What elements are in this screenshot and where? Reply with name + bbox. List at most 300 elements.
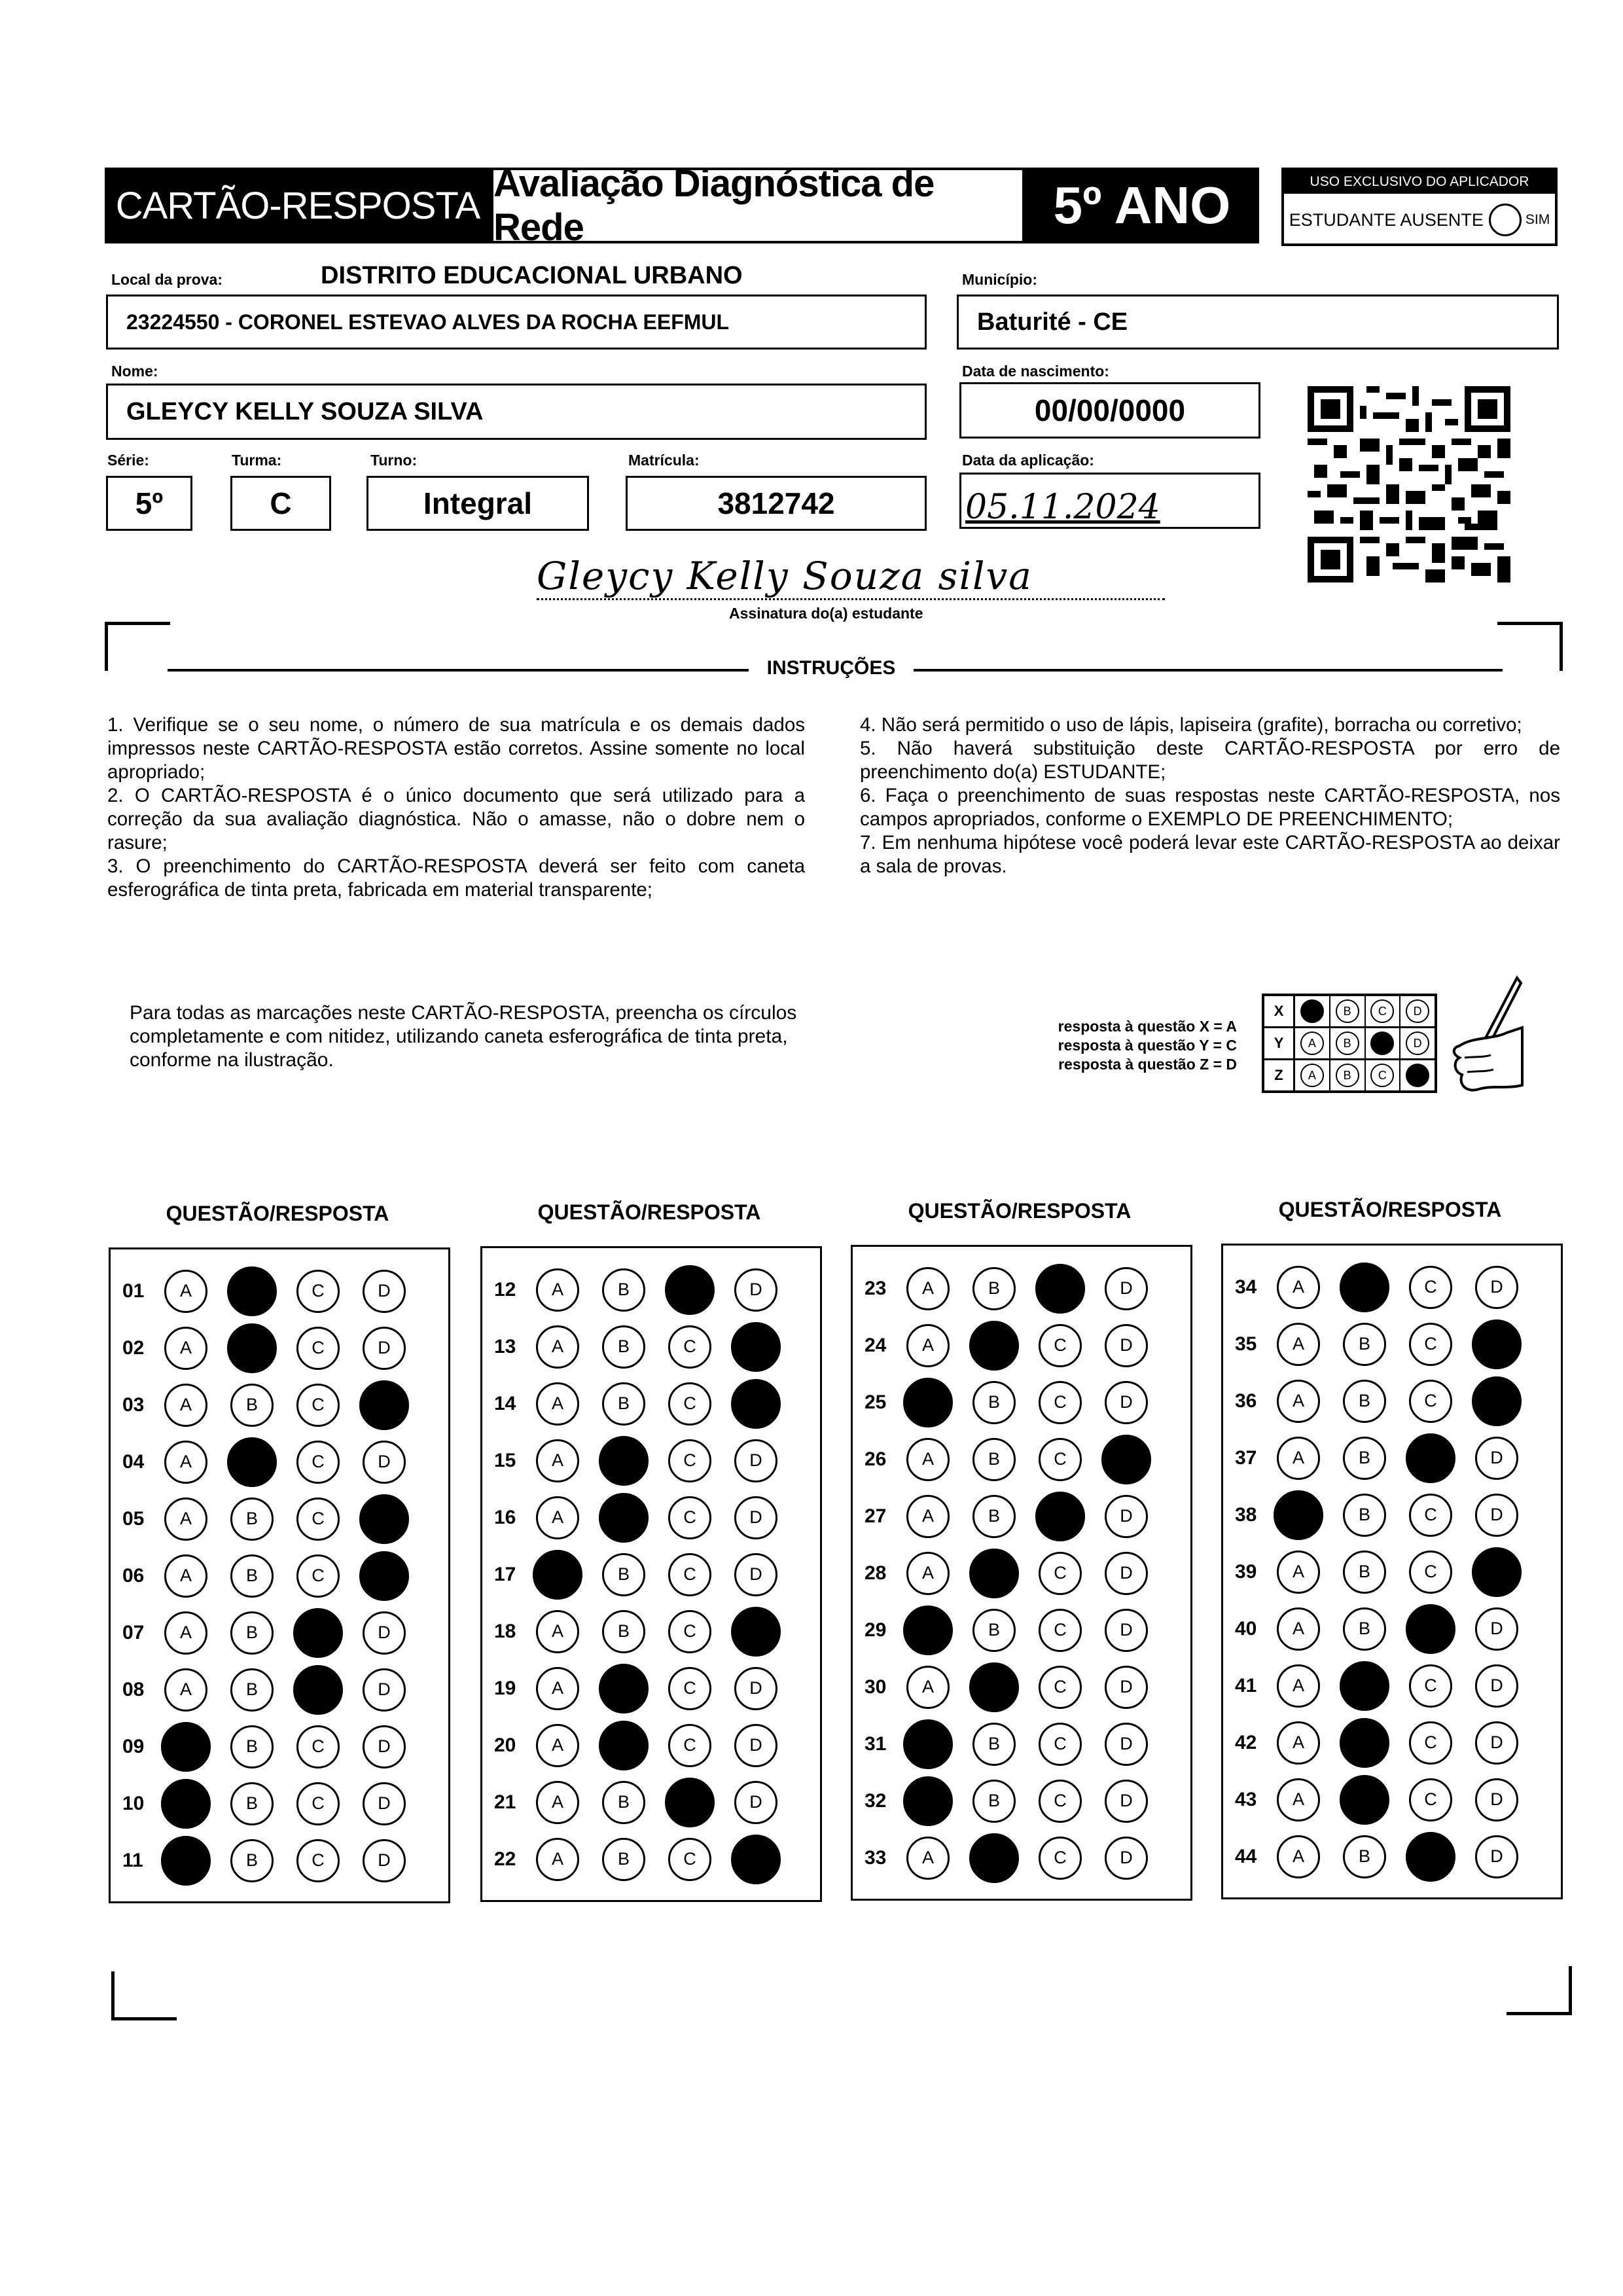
answer-bubble-b[interactable]: B <box>972 1780 1016 1823</box>
answer-bubble-d[interactable] <box>1472 1547 1522 1597</box>
card-title-banner <box>105 168 491 243</box>
answer-bubble-b[interactable]: B <box>1343 1494 1386 1537</box>
question-row <box>482 1432 820 1489</box>
answer-bubble-d[interactable]: D <box>1105 1666 1148 1709</box>
municipio-field <box>957 295 1559 350</box>
answer-bubble-c[interactable]: C <box>1409 1323 1452 1366</box>
answer-bubble-b[interactable] <box>227 1266 277 1316</box>
answer-bubble-a[interactable]: A <box>536 1781 579 1824</box>
answer-bubble-b[interactable] <box>227 1437 277 1487</box>
question-number: 42 <box>1235 1731 1257 1753</box>
answer-bubble-d[interactable]: D <box>1475 1835 1518 1878</box>
answer-bubble-b[interactable]: B <box>230 1498 274 1541</box>
answer-bubble-b[interactable]: B <box>1343 1835 1386 1878</box>
question-number: 44 <box>1235 1845 1257 1867</box>
answer-bubble-d[interactable] <box>731 1379 781 1429</box>
answer-bubble-c[interactable]: C <box>1039 1666 1082 1709</box>
answer-bubble-d[interactable] <box>359 1494 409 1544</box>
answer-bubble-a[interactable]: A <box>906 1267 950 1310</box>
answer-column-3 <box>851 1245 1192 1901</box>
answer-bubble-d[interactable] <box>359 1551 409 1601</box>
absent-yes-label: SIM <box>1525 212 1550 227</box>
answer-bubble-c[interactable]: C <box>296 1839 340 1882</box>
student-signature: Gleycy Kelly Souza silva <box>537 554 1165 600</box>
answer-bubble-c[interactable]: C <box>668 1724 711 1767</box>
answer-bubble-a[interactable]: A <box>536 1610 579 1653</box>
answer-bubble-c[interactable]: C <box>1039 1780 1082 1823</box>
answer-bubble-d[interactable]: D <box>363 1782 406 1825</box>
answer-bubble-b[interactable] <box>599 1664 649 1713</box>
question-row <box>482 1831 820 1888</box>
answer-bubble-a[interactable]: A <box>536 1667 579 1710</box>
question-row <box>482 1774 820 1831</box>
answer-bubble-a[interactable] <box>533 1550 582 1600</box>
answer-bubble-b[interactable]: B <box>230 1839 274 1882</box>
question-row <box>482 1717 820 1774</box>
question-row <box>853 1772 1190 1829</box>
answer-bubble-b[interactable]: B <box>602 1781 645 1824</box>
qr-code <box>1308 386 1510 583</box>
example-row <box>1264 1028 1435 1060</box>
question-row <box>1223 1600 1561 1657</box>
answer-bubble-a[interactable]: A <box>906 1552 950 1595</box>
answer-bubble-d[interactable]: D <box>1105 1552 1148 1595</box>
aplicacao-label: Data da aplicação: <box>962 452 1094 469</box>
answer-bubble-c[interactable]: C <box>1409 1380 1452 1423</box>
answer-bubble-c[interactable]: C <box>1039 1438 1082 1481</box>
answer-bubble-b[interactable]: B <box>602 1838 645 1881</box>
answer-bubble-d[interactable]: D <box>1475 1494 1518 1537</box>
question-row <box>853 1431 1190 1488</box>
answer-bubble-b[interactable]: B <box>230 1782 274 1825</box>
example-bubble-b: B <box>1336 1064 1359 1087</box>
question-number: 27 <box>865 1505 887 1527</box>
answer-bubble-d[interactable]: D <box>734 1268 777 1312</box>
applicator-box <box>1281 168 1558 246</box>
answer-bubble-a[interactable] <box>903 1605 953 1655</box>
answer-bubble-a[interactable]: A <box>164 1270 207 1313</box>
question-row <box>853 1829 1190 1886</box>
question-number: 17 <box>494 1563 516 1585</box>
answer-bubble-c[interactable]: C <box>1409 1721 1452 1765</box>
answer-bubble-d[interactable]: D <box>1105 1837 1148 1880</box>
pen-hand-icon <box>1433 974 1525 1105</box>
question-number: 43 <box>1235 1788 1257 1810</box>
question-number: 35 <box>1235 1333 1257 1355</box>
answer-bubble-b[interactable]: B <box>1343 1323 1386 1366</box>
question-row <box>853 1545 1190 1602</box>
answer-bubble-a[interactable] <box>161 1722 211 1772</box>
answer-bubble-a[interactable]: A <box>1277 1380 1320 1423</box>
question-number: 30 <box>865 1676 887 1698</box>
answer-bubble-b[interactable]: B <box>230 1554 274 1598</box>
aplicacao-value: 05.11.2024 <box>965 488 1160 527</box>
question-row <box>482 1375 820 1432</box>
question-number: 19 <box>494 1677 516 1699</box>
answer-bubble-b[interactable] <box>599 1721 649 1770</box>
turno-value: Integral <box>423 486 533 520</box>
question-row <box>111 1376 448 1433</box>
answer-bubble-b[interactable]: B <box>230 1668 274 1712</box>
answer-bubble-d[interactable]: D <box>363 1611 406 1655</box>
answer-bubble-b[interactable]: B <box>230 1384 274 1427</box>
answer-bubble-d[interactable] <box>1472 1376 1522 1426</box>
instruction-2: 2. O CARTÃO-RESPOSTA é o único documento que será utilizado para a correção da sua avaliação diagnóstica. Não o amasse, não o dobre nem o rasure; <box>107 785 805 853</box>
answer-bubble-d[interactable]: D <box>363 1668 406 1712</box>
answer-bubble-b[interactable]: B <box>602 1553 645 1596</box>
question-row <box>1223 1486 1561 1543</box>
answer-bubble-c[interactable]: C <box>296 1554 340 1598</box>
answer-bubble-d[interactable]: D <box>1475 1778 1518 1821</box>
answer-bubble-a[interactable] <box>903 1719 953 1769</box>
answer-bubble-c[interactable]: C <box>1409 1266 1452 1309</box>
answer-bubble-d[interactable]: D <box>734 1667 777 1710</box>
answer-bubble-a[interactable]: A <box>906 1495 950 1538</box>
question-number: 04 <box>122 1450 145 1473</box>
answer-bubble-d[interactable]: D <box>363 1270 406 1313</box>
corner-mark-bottom-left <box>111 1971 177 2020</box>
question-number: 38 <box>1235 1503 1257 1526</box>
answer-bubble-c[interactable]: C <box>668 1325 711 1369</box>
question-row <box>111 1319 448 1376</box>
absent-checkbox[interactable] <box>1489 204 1522 236</box>
answer-bubble-b[interactable]: B <box>602 1382 645 1426</box>
answer-bubble-a[interactable]: A <box>906 1324 950 1367</box>
answer-column-1 <box>109 1247 450 1903</box>
answer-bubble-c[interactable] <box>1406 1604 1455 1654</box>
answer-bubble-c[interactable]: C <box>296 1725 340 1768</box>
answer-bubble-a[interactable]: A <box>536 1325 579 1369</box>
answer-bubble-d[interactable]: D <box>363 1839 406 1882</box>
answer-bubble-d[interactable]: D <box>363 1441 406 1484</box>
answer-bubble-a[interactable]: A <box>1277 1664 1320 1708</box>
answer-bubble-c[interactable]: C <box>296 1498 340 1541</box>
serie-field <box>106 476 192 531</box>
serie-value: 5º <box>135 486 164 520</box>
answer-bubble-c[interactable]: C <box>1409 1664 1452 1708</box>
example-bubble-d: D <box>1406 1031 1429 1055</box>
answer-bubble-d[interactable]: D <box>363 1725 406 1768</box>
answer-bubble-d[interactable]: D <box>734 1553 777 1596</box>
legend-y: resposta à questão Y = C <box>1058 1037 1237 1054</box>
answer-bubble-d[interactable]: D <box>1105 1495 1148 1538</box>
example-bubble-a <box>1300 999 1324 1023</box>
answer-bubble-c[interactable]: C <box>1409 1551 1452 1594</box>
answer-bubble-c[interactable]: C <box>668 1553 711 1596</box>
answer-bubble-a[interactable]: A <box>906 1438 950 1481</box>
instructions-right <box>860 713 1560 878</box>
answer-bubble-b[interactable]: B <box>1343 1437 1386 1480</box>
example-bubble-c: C <box>1370 1064 1394 1087</box>
answer-bubble-b[interactable]: B <box>230 1725 274 1768</box>
applicator-only-label: USO EXCLUSIVO DO APLICADOR <box>1284 170 1555 194</box>
question-number: 28 <box>865 1562 887 1584</box>
grade-label: 5º ANO <box>1053 176 1231 234</box>
answer-bubble-c[interactable]: C <box>1039 1723 1082 1766</box>
answer-bubble-c[interactable] <box>293 1608 343 1658</box>
answer-bubble-d[interactable]: D <box>1475 1437 1518 1480</box>
answer-bubble-b[interactable] <box>1340 1775 1389 1825</box>
question-row <box>111 1775 448 1832</box>
exam-title-banner <box>491 162 1025 249</box>
answer-bubble-d[interactable]: D <box>734 1724 777 1767</box>
question-row <box>111 1661 448 1718</box>
grade-banner <box>1025 168 1259 243</box>
question-number: 15 <box>494 1449 516 1471</box>
question-number: 29 <box>865 1619 887 1641</box>
question-number: 39 <box>1235 1560 1257 1583</box>
marking-instruction: Para todas as marcações neste CARTÃO-RESPOSTA, preencha os círculos completamente e com nitidez, utilizando caneta esferográfica de tinta preta, conforme na ilustração. <box>130 1002 797 1071</box>
question-row <box>853 1488 1190 1545</box>
answer-bubble-a[interactable]: A <box>536 1496 579 1539</box>
answer-column-2 <box>480 1246 822 1902</box>
answer-bubble-a[interactable]: A <box>536 1724 579 1767</box>
answer-bubble-a[interactable] <box>903 1776 953 1826</box>
answer-bubble-a[interactable]: A <box>164 1554 207 1598</box>
question-number: 21 <box>494 1791 516 1813</box>
answer-bubble-b[interactable] <box>969 1321 1019 1371</box>
corner-mark-bottom-right <box>1507 1966 1572 2015</box>
answer-bubble-b[interactable] <box>1340 1718 1389 1768</box>
answer-bubble-d[interactable]: D <box>734 1439 777 1482</box>
answer-bubble-c[interactable]: C <box>296 1782 340 1825</box>
answer-bubble-d[interactable]: D <box>1105 1267 1148 1310</box>
matricula-label: Matrícula: <box>628 452 700 469</box>
instruction-1: 1. Verifique se o seu nome, o número de sua matrícula e os demais dados impressos neste CARTÃO-RESPOSTA estão corretos. Assine somente no local apropriado; <box>107 714 805 783</box>
answer-bubble-b[interactable]: B <box>972 1723 1016 1766</box>
answer-bubble-c[interactable]: C <box>1409 1494 1452 1537</box>
question-row <box>1223 1714 1561 1771</box>
answer-bubble-b[interactable]: B <box>972 1267 1016 1310</box>
answer-bubble-c[interactable]: C <box>668 1667 711 1710</box>
answer-bubble-d[interactable]: D <box>1475 1721 1518 1765</box>
answer-bubble-a[interactable]: A <box>1277 1607 1320 1651</box>
legend-x: resposta à questão X = A <box>1058 1018 1237 1035</box>
answer-bubble-d[interactable]: D <box>734 1781 777 1824</box>
question-row <box>1223 1316 1561 1372</box>
example-question-key: Y <box>1264 1028 1295 1058</box>
answer-bubble-a[interactable]: A <box>536 1382 579 1426</box>
question-number: 07 <box>122 1621 145 1643</box>
answer-bubble-c[interactable]: C <box>296 1327 340 1370</box>
answer-bubble-b[interactable] <box>969 1662 1019 1712</box>
local-label: Local da prova: <box>111 271 223 288</box>
question-row <box>1223 1828 1561 1885</box>
nome-value: GLEYCY KELLY SOUZA SILVA <box>126 397 484 425</box>
answer-bubble-c[interactable]: C <box>1039 1324 1082 1367</box>
question-row <box>1223 1543 1561 1600</box>
answer-bubble-d[interactable] <box>731 1607 781 1657</box>
question-number: 11 <box>122 1849 143 1871</box>
example-legend <box>969 1017 1237 1074</box>
example-bubble-b: B <box>1336 1031 1359 1055</box>
district-name: DISTRITO EDUCACIONAL URBANO <box>321 262 743 289</box>
question-number: 05 <box>122 1507 145 1530</box>
question-row <box>111 1604 448 1661</box>
answer-column-4 <box>1221 1244 1563 1899</box>
question-row <box>482 1603 820 1660</box>
answer-bubble-c[interactable]: C <box>296 1384 340 1427</box>
answer-bubble-b[interactable] <box>227 1323 277 1373</box>
nome-label: Nome: <box>111 363 158 380</box>
example-bubble-b: B <box>1336 999 1359 1023</box>
answer-bubble-b[interactable] <box>1340 1661 1389 1711</box>
answer-bubble-a[interactable]: A <box>1277 1437 1320 1480</box>
answer-bubble-d[interactable] <box>731 1835 781 1884</box>
answer-bubble-a[interactable]: A <box>536 1268 579 1312</box>
column-title: QUESTÃO/RESPOSTA <box>908 1199 1132 1223</box>
answer-bubble-b[interactable]: B <box>602 1325 645 1369</box>
answer-bubble-c[interactable]: C <box>668 1610 711 1653</box>
answer-bubble-d[interactable] <box>1472 1319 1522 1369</box>
matricula-field <box>626 476 927 531</box>
question-number: 18 <box>494 1620 516 1642</box>
municipio-label: Município: <box>962 271 1037 288</box>
answer-bubble-d[interactable]: D <box>1105 1780 1148 1823</box>
answer-bubble-d[interactable] <box>359 1380 409 1430</box>
answer-bubble-c[interactable]: C <box>668 1382 711 1426</box>
answer-bubble-c[interactable] <box>665 1265 715 1315</box>
answer-bubble-a[interactable] <box>903 1378 953 1427</box>
answer-bubble-d[interactable]: D <box>1105 1609 1148 1652</box>
answer-bubble-a[interactable]: A <box>1277 1721 1320 1765</box>
answer-bubble-a[interactable]: A <box>164 1668 207 1712</box>
answer-bubble-b[interactable] <box>599 1436 649 1486</box>
answer-bubble-b[interactable]: B <box>972 1438 1016 1481</box>
serie-label: Série: <box>107 452 149 469</box>
answer-bubble-c[interactable] <box>1035 1492 1085 1541</box>
question-row <box>1223 1429 1561 1486</box>
answer-bubble-b[interactable]: B <box>972 1381 1016 1424</box>
answer-bubble-a[interactable]: A <box>1277 1323 1320 1366</box>
answer-bubble-b[interactable]: B <box>230 1611 274 1655</box>
example-question-key: X <box>1264 996 1295 1026</box>
question-row <box>482 1318 820 1375</box>
answer-bubble-a[interactable]: A <box>1277 1778 1320 1821</box>
question-row <box>853 1715 1190 1772</box>
question-number: 16 <box>494 1506 516 1528</box>
answer-bubble-c[interactable]: C <box>296 1270 340 1313</box>
question-row <box>1223 1259 1561 1316</box>
instructions-title-wrap <box>0 657 1623 679</box>
answer-bubble-b[interactable]: B <box>1343 1607 1386 1651</box>
question-number: 26 <box>865 1448 887 1470</box>
nascimento-field <box>959 382 1260 439</box>
question-number: 32 <box>865 1789 887 1812</box>
question-number: 23 <box>865 1277 887 1299</box>
nascimento-value: 00/00/0000 <box>1034 393 1186 427</box>
answer-bubble-b[interactable]: B <box>602 1268 645 1312</box>
answer-bubble-c[interactable]: C <box>1039 1837 1082 1880</box>
answer-bubble-a[interactable]: A <box>164 1441 207 1484</box>
answer-bubble-d[interactable]: D <box>1105 1324 1148 1367</box>
answer-bubble-c[interactable]: C <box>1039 1609 1082 1652</box>
example-bubble-a: A <box>1300 1031 1324 1055</box>
answer-bubble-d[interactable]: D <box>1475 1266 1518 1309</box>
answer-bubble-d[interactable]: D <box>734 1496 777 1539</box>
instruction-5: 5. Não haverá substituição deste CARTÃO-RESPOSTA por erro de preenchimento do(a) ESTUDANTE; <box>860 738 1560 783</box>
nome-field <box>106 384 927 440</box>
answer-bubble-d[interactable]: D <box>1105 1381 1148 1424</box>
example-grid <box>1262 994 1437 1093</box>
answer-bubble-b[interactable]: B <box>972 1609 1016 1652</box>
question-number: 13 <box>494 1335 516 1357</box>
instruction-6: 6. Faça o preenchimento de suas respostas neste CARTÃO-RESPOSTA, nos campos apropriados, conforme o EXEMPLO DE PREENCHIMENTO; <box>860 785 1560 830</box>
answer-bubble-d[interactable] <box>731 1322 781 1372</box>
answer-bubble-c[interactable]: C <box>1039 1552 1082 1595</box>
answer-bubble-a[interactable]: A <box>164 1498 207 1541</box>
column-title: QUESTÃO/RESPOSTA <box>166 1202 389 1225</box>
legend-z: resposta à questão Z = D <box>1058 1056 1237 1073</box>
question-number: 34 <box>1235 1276 1257 1298</box>
turno-label: Turno: <box>370 452 418 469</box>
question-number: 06 <box>122 1564 145 1587</box>
school-field <box>106 295 927 350</box>
answer-bubble-a[interactable]: A <box>164 1327 207 1370</box>
question-number: 33 <box>865 1846 887 1869</box>
answer-bubble-c[interactable]: C <box>668 1838 711 1881</box>
exam-title: Avaliação Diagnóstica de Rede <box>493 162 935 249</box>
question-row <box>1223 1657 1561 1714</box>
answer-bubble-a[interactable]: A <box>164 1384 207 1427</box>
answer-bubble-c[interactable]: C <box>668 1496 711 1539</box>
answer-bubble-c[interactable] <box>665 1778 715 1827</box>
answer-bubble-b[interactable] <box>969 1833 1019 1883</box>
answer-bubble-c[interactable]: C <box>1039 1381 1082 1424</box>
question-row <box>853 1602 1190 1659</box>
question-number: 20 <box>494 1734 516 1756</box>
answer-bubble-c[interactable]: C <box>668 1439 711 1482</box>
question-number: 22 <box>494 1848 516 1870</box>
school-value: 23224550 - CORONEL ESTEVAO ALVES DA ROCHA EEFMUL <box>126 310 730 334</box>
answer-bubble-a[interactable] <box>1274 1490 1323 1540</box>
answer-bubble-b[interactable]: B <box>1343 1380 1386 1423</box>
answer-bubble-a[interactable] <box>161 1836 211 1886</box>
column-title: QUESTÃO/RESPOSTA <box>537 1200 761 1224</box>
answer-bubble-a[interactable]: A <box>536 1838 579 1881</box>
answer-bubble-b[interactable]: B <box>1343 1551 1386 1594</box>
answer-bubble-d[interactable]: D <box>1105 1723 1148 1766</box>
answer-bubble-a[interactable] <box>161 1779 211 1829</box>
turno-field <box>366 476 589 531</box>
answer-bubble-c[interactable]: C <box>1409 1778 1452 1821</box>
question-number: 25 <box>865 1391 887 1413</box>
answer-bubble-d[interactable] <box>1101 1435 1151 1484</box>
answer-bubble-b[interactable] <box>969 1549 1019 1598</box>
answer-bubble-b[interactable]: B <box>602 1610 645 1653</box>
answer-bubble-b[interactable] <box>599 1493 649 1543</box>
answer-bubble-c[interactable] <box>1406 1433 1455 1483</box>
answer-bubble-c[interactable]: C <box>296 1441 340 1484</box>
answer-bubble-a[interactable]: A <box>536 1439 579 1482</box>
answer-bubble-a[interactable]: A <box>1277 1835 1320 1878</box>
answer-bubble-d[interactable]: D <box>1475 1664 1518 1708</box>
municipio-value: Baturité - CE <box>977 308 1128 336</box>
answer-bubble-c[interactable] <box>1406 1832 1455 1882</box>
answer-bubble-b[interactable]: B <box>972 1495 1016 1538</box>
answer-bubble-c[interactable] <box>293 1665 343 1715</box>
answer-bubble-c[interactable] <box>1035 1264 1085 1314</box>
question-number: 41 <box>1235 1674 1257 1696</box>
answer-bubble-a[interactable]: A <box>1277 1266 1320 1309</box>
answer-bubble-d[interactable]: D <box>363 1327 406 1370</box>
answer-bubble-d[interactable]: D <box>1475 1607 1518 1651</box>
answer-bubble-a[interactable]: A <box>906 1666 950 1709</box>
answer-bubble-a[interactable]: A <box>164 1611 207 1655</box>
answer-bubble-a[interactable]: A <box>906 1837 950 1880</box>
answer-bubble-a[interactable]: A <box>1277 1551 1320 1594</box>
answer-bubble-b[interactable] <box>1340 1263 1389 1312</box>
